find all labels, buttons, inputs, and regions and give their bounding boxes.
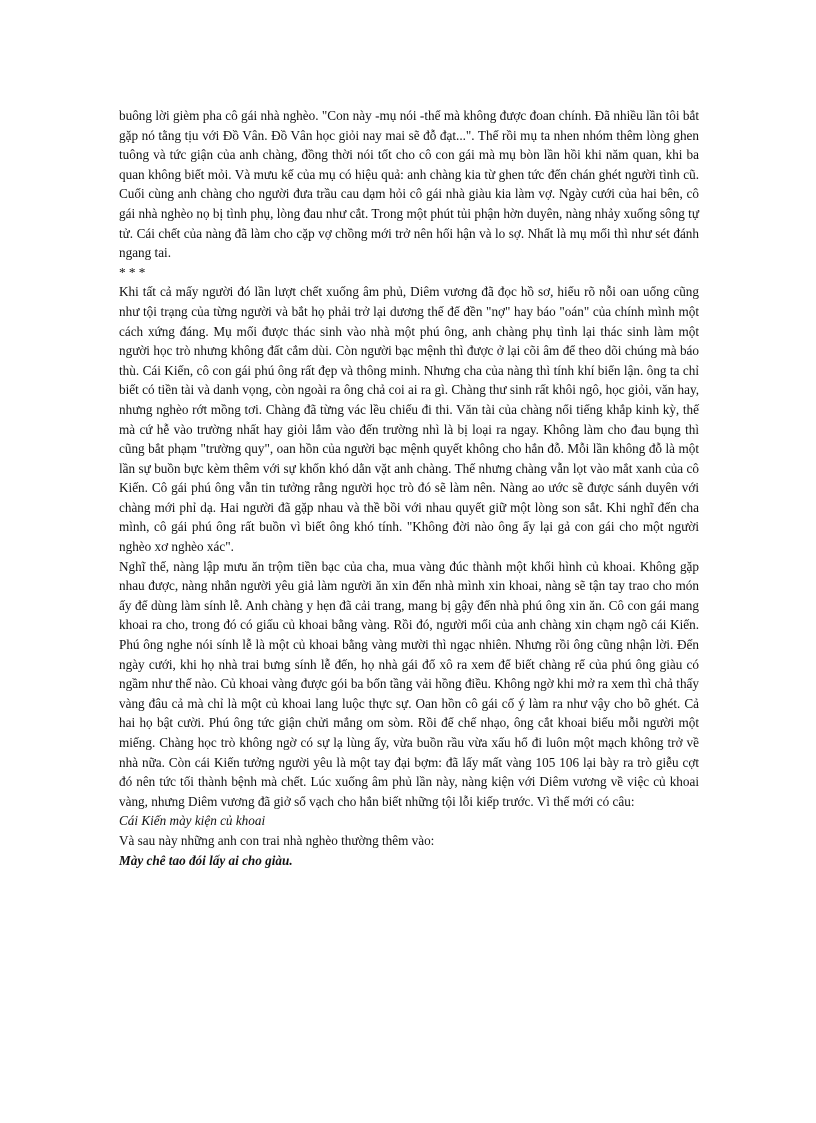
verse-line-1: Cái Kiến mày kiện củ khoai	[119, 813, 266, 829]
section-separator: * * *	[119, 264, 146, 280]
paragraph-underworld: Khi tất cả mấy người đó lần lượt chết xuống âm phủ, Diêm vương đã đọc hồ sơ, hiểu rõ nỗi oan uổng cũng như tội trạng của từng người và bắt họ phải trở lại dương thế để đền "nợ" hay báo "oán" của chính mình một cách xứng đáng. Mụ mối được thác sinh vào nhà một phú ông, anh chàng phụ tình lại thác sinh làm một người học trò nhưng không đất cắm dùi. Còn người bạc mệnh thì được ở lại cõi âm để theo dõi chúng mà báo thù. Cái Kiến, cô con gái phú ông rất đẹp và thông minh. Nhưng cha của nàng thì tính khí biển lận. ông ta chỉ biết có tiền tài và danh vọng, còn ngoài ra ông chả coi ai ra gì. Chàng thư sinh rất khôi ngô, học giỏi, văn hay, nhưng nghèo rớt mồng tơi. Chàng đã từng vác lều chiếu đi thi. Văn tài của chàng nổi tiếng khắp kinh kỳ, thế mà cứ hễ vào trường nhất hay giỏi lắm vào đến trường nhì là bị loại ra ngay. Không làm cho đau bụng thì cũng bắt phạm "trường quy", oan hồn của người bạc mệnh quyết không cho hắn đỗ. Mỗi lần không đỗ là một lần sự buồn bực kèm thêm với sự khốn khó dằn vặt anh chàng. Thế nhưng chàng vẫn lọt vào mắt xanh của cô Kiến. Cô gái phú ông vẫn tin tưởng rằng người học trò đó sẽ làm nên. Nàng ao ước sẽ được sánh duyên với chàng mới phỉ dạ. Hai người đã gặp nhau và thề bồi với nhau quyết giữ một lòng son sắt. Khi nghĩ đến cha mình, cô gái phú ông rất buồn vì biết ông khó tính. "Không đời nào ông ấy lại gả con gái cho một người nghèo xơ nghèo xác".	[119, 284, 699, 555]
verse-line-2: Mày chê tao đói lấy ai cho giàu.	[119, 852, 293, 868]
paragraph-addition: Và sau này những anh con trai nhà nghèo thường thêm vào:	[119, 832, 435, 848]
paragraph-golden-potato: Nghĩ thế, nàng lập mưu ăn trộm tiền bạc của cha, mua vàng đúc thành một khối hình củ khoai. Không gặp nhau được, nàng nhắn người yêu giả làm người ăn xin đến nhà mình xin khoai, nàng sẽ tận tay trao cho món ấy để dùng làm sính lễ. Anh chàng y hẹn đã cải trang, mang bị gậy đến nhà phú ông xin ăn. Cô con gái mang khoai ra cho, trong đó có giấu củ khoai bằng vàng. Rồi đó, người mối của anh chàng xin chạm ngõ cái Kiến. Phú ông nghe nói sính lễ là một củ khoai bằng vàng mười thì ngạc nhiên. Nhưng rồi ông cũng nhận lời. Đến ngày cưới, khi họ nhà trai bưng sính lễ đến, họ nhà gái đổ xô ra xem để biết chàng rể của phú ông giàu có ngầm như thế nào. Củ khoai vàng được gói ba bốn tầng vải hồng điều. Không ngờ khi mở ra xem thì chả thấy vàng đâu cả mà chỉ là một củ khoai lang luộc thực sự. Oan hồn cô gái cố ý làm ra như vậy cho bõ ghét. Cả hai họ bật cười. Phú ông tức giận chửi mắng om sòm. Rồi để chế nhạo, ông cắt khoai biếu mỗi người một miếng. Chàng học trò không ngờ có sự lạ lùng ấy, vừa buồn rầu vừa xấu hổ đi luôn một mạch không trở về nhà nữa. Còn cái Kiến tưởng người yêu là một tay đại bợm: đã lấy mất vàng 105 106 lại bày ra trò giễu cợt đó nên tức tối thành bệnh mà chết. Lúc xuống âm phủ lần này, nàng kiện với Diêm vương về việc củ khoai vàng, nhưng Diêm vương đã giở sổ vạch cho hắn biết những tội lỗi kiếp trước. Vì thế mới có câu:	[119, 558, 699, 809]
paragraph-story-intro: buông lời gièm pha cô gái nhà nghèo. "Con này -mụ nói -thế mà không được đoan chính. Đã nhiều lần tôi bắt gặp nó tằng tịu với Đồ Vân. Đồ Vân học giỏi nay mai sẽ đỗ đạt...". Thế rồi mụ ta nhen nhóm thêm lòng ghen tuông và tức giận của anh chàng, đồng thời nói tốt cho cô con gái mà mụ bòn lần hồi khi năm quan, khi ba quan không biết mỏi. Và mưu kế của mụ có hiệu quả: anh chàng kia từ ghen tức đến chán ghét người tình cũ. Cuối cùng anh chàng cho người đưa trầu cau dạm hỏi cô gái nhà giàu kia làm vợ. Ngày cưới của hai bên, cô gái nhà nghèo nọ bị tình phụ, lòng đau như cắt. Trong một phút tủi phận hờn duyên, nàng nhảy xuống sông tự tử. Cái chết của nàng đã làm cho cặp vợ chồng mới trở nên hối hận và lo sợ. Nhất là mụ mối thì như sét đánh ngang tai.	[119, 108, 699, 261]
document-page	[119, 106, 699, 870]
